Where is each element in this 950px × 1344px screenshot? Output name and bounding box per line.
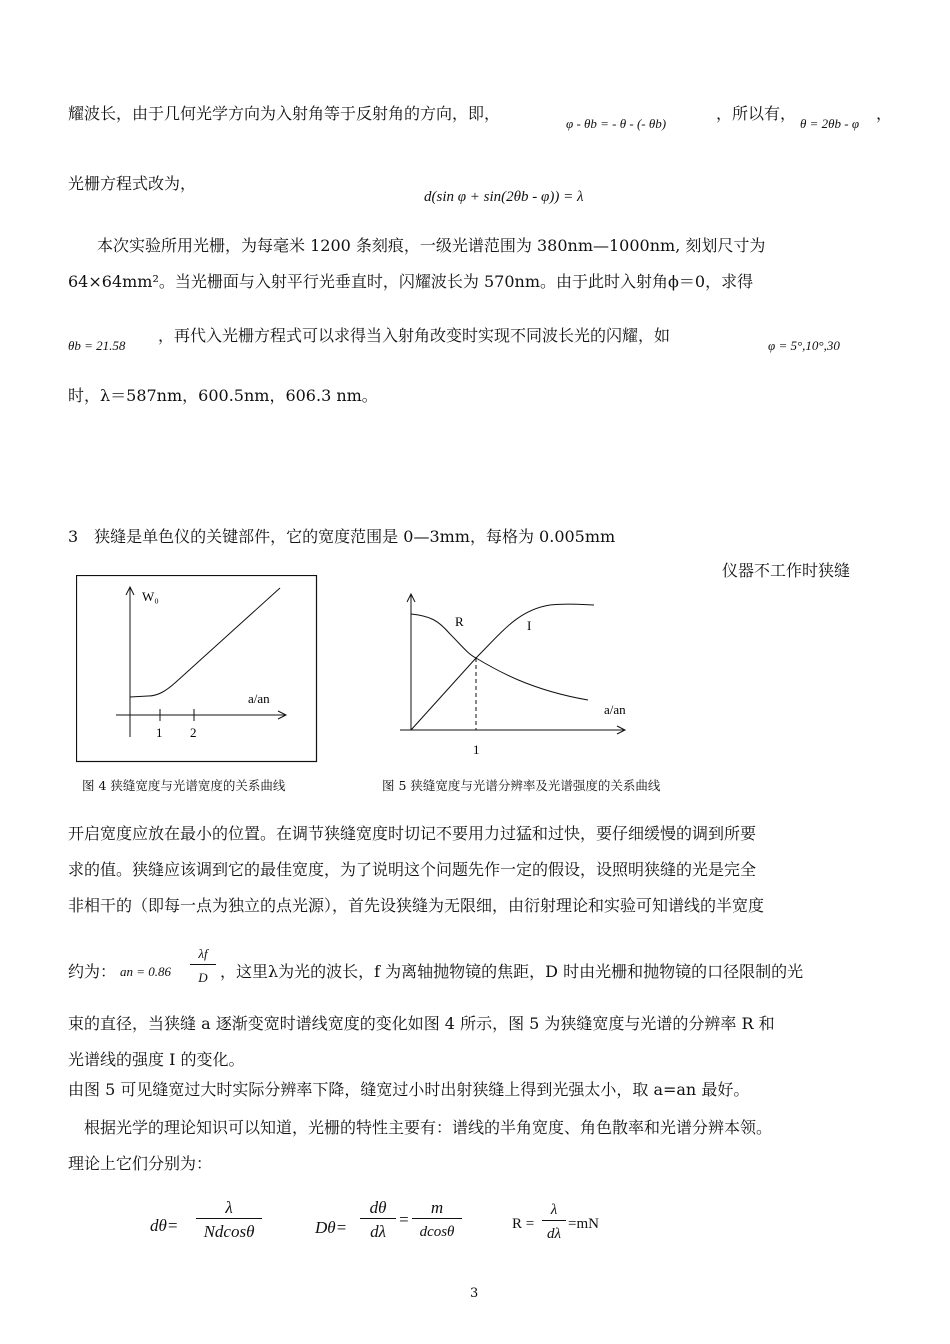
para-slit-line4-rest: ，这里λ为光的波长，f 为离轴抛物镜的焦距，D 时由光栅和抛物镜的口径限制的光 (220, 962, 804, 981)
figure-4-frame (77, 576, 317, 762)
formula-1-denominator: Ndcosθ (203, 1222, 255, 1241)
para-grating-spec-line3: ，再代入光栅方程式可以求得当入射角改变时实现不同波长光的闪耀，如 (158, 326, 671, 345)
section-3-right-text: 仪器不工作时狭缝 (722, 561, 851, 580)
page-number: 3 (470, 1286, 479, 1301)
figure-5-label-I: I (527, 618, 532, 633)
para-blaze-line1 (68, 104, 500, 124)
formula-2-denominator: dλ (370, 1222, 386, 1241)
fraction-denominator-D: D (198, 970, 208, 985)
figure-5-x-label: a/an (604, 702, 626, 717)
equation-theta: θ = 2θb - φ (800, 116, 860, 131)
formula-2-numerator: dθ (360, 1198, 396, 1219)
para-slit-line2: 求的值。狭缝应该调到它的最佳宽度，为了说明这个问题先作一定的假设，设照明狭缝的光是完全 (68, 860, 757, 879)
para-slit-line3: 非相干的（即每一点为独立的点光源），首先设狭缝为无限细，由衍射理论和实验可知谱线的半宽度 (68, 896, 765, 915)
formula-2-right-numerator: m (412, 1198, 462, 1219)
figure-4-caption: 图 4 狭缝宽度与光谱宽度的关系曲线 (82, 778, 286, 793)
para-slit-line1: 开启宽度应放在最小的位置。在调节狭缝宽度时切记不要用力过猛和过快，要仔细缓慢的调到所要 (68, 824, 757, 843)
formula-2-right-denominator: dcosθ (419, 1224, 455, 1240)
para-grating-spec-line1: 本次实验所用光栅，为每毫米 1200 条刻痕，一级光谱范围为 380nm—1000nm, 刻划尺寸为 (97, 236, 766, 255)
para-grating-properties-line1: 根据光学的理论知识可以知道，光栅的特性主要有：谱线的半角宽度、角色散率和光谱分辨本领。 (84, 1118, 773, 1137)
figure-4-curve (130, 588, 280, 697)
para-slit-line5: 束的直径，当狭缝 a 逐渐变宽时谱线宽度的变化如图 4 所示，图 5 为狭缝宽度与光谱的分辨率 R 和 (68, 1014, 775, 1033)
formula-3-numerator: λ (542, 1200, 566, 1221)
equation-angle-relation: φ - θb = - θ - (- θb) (566, 116, 667, 131)
formula-2-equals: = (398, 1210, 410, 1229)
text-comma: ， (876, 104, 893, 123)
equation-phi-values: φ = 5°,10°,30 (768, 338, 840, 353)
para-slit-line6: 光谱线的强度 I 的变化。 (68, 1050, 245, 1069)
figure-4-x-label: a/an (248, 691, 270, 706)
figure-5-tick-label-1: 1 (473, 742, 480, 757)
formula-1-numerator: λ (196, 1198, 262, 1219)
formula-1-left: dθ= (150, 1216, 179, 1235)
formula-3-left: R = (512, 1216, 535, 1232)
figure-5-chart (390, 588, 650, 764)
text-so: ，所以有， (716, 104, 797, 123)
equation-theta-b: θb = 21.58 (68, 338, 126, 353)
figure-4-tick-label-2: 2 (190, 725, 197, 740)
section-3-title: 3 狭缝是单色仪的关键部件，它的宽度范围是 0—3mm，每格为 0.005mm (68, 527, 616, 546)
figure-5-curve-R (411, 614, 588, 700)
para-grating-properties-line2: 理论上它们分别为： (68, 1154, 213, 1173)
para-grating-spec-line2: 64×64mm²。当光栅面与入射平行光垂直时，闪耀波长为 570nm。由于此时入射角ϕ＝0，求得 (68, 272, 754, 291)
para-slit-line4-start: 约为： (68, 962, 117, 981)
figure-4-tick-label-1: 1 (156, 725, 163, 740)
equation-half-width: an = 0.86 (120, 964, 172, 979)
figure-4-chart (76, 575, 318, 763)
text-grating-eq-intro: 光栅方程式改为， (68, 174, 197, 193)
para-grating-spec-line4: 时，λ＝587nm，600.5nm，606.3 nm。 (68, 386, 378, 405)
figure-5-label-R: R (455, 614, 464, 629)
figure-4-y-label: W₀ (142, 589, 159, 604)
formula-3-denominator: dλ (547, 1226, 561, 1242)
figure-5-caption: 图 5 狭缝宽度与光谱分辨率及光谱强度的关系曲线 (382, 778, 661, 793)
para-figure5-conclusion: 由图 5 可见缝宽过大时实际分辨率下降，缝宽过小时出射狭缝上得到光强太小，取 a=an 最好。 (68, 1080, 750, 1099)
text-lead: 耀波长，由于几何光学方向为入射角等于反射角的方向，即， (68, 104, 501, 123)
formula-3-right: =mN (568, 1216, 599, 1232)
formula-2-left: Dθ= (315, 1218, 348, 1237)
fraction-numerator-lf: λf (190, 944, 216, 965)
equation-grating: d(sin φ + sin(2θb - φ)) = λ (424, 189, 584, 205)
